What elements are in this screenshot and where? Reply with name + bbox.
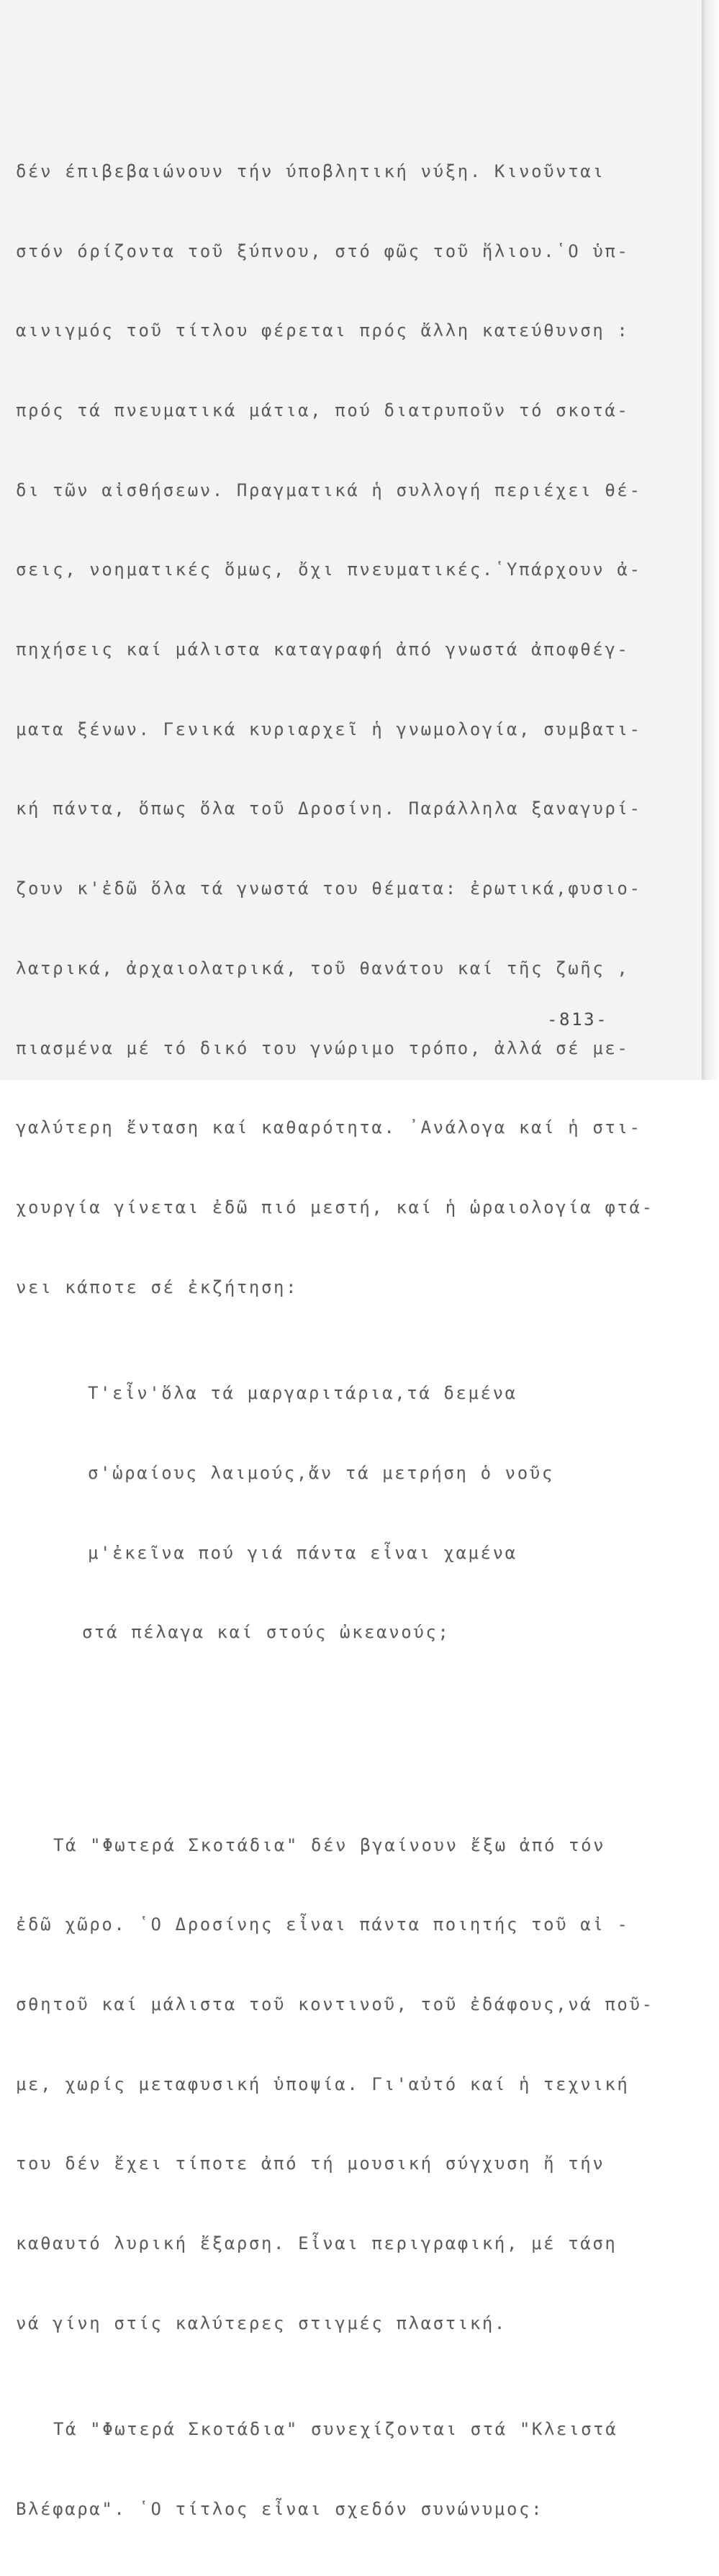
text-line: σεις, νοηματικές ὅμως, ὄχι πνευματικές.῾Υπάρχουν ἀ- — [16, 559, 642, 580]
verse-line: μ'ἐκεῖνα πού γιά πάντα εἶναι χαμένα — [88, 1542, 517, 1563]
text-line: πιασμένα μέ τό δικό του γνώριμο τρόπο, ἀλλά σέ με- — [16, 1037, 630, 1058]
paragraph-gap — [16, 1726, 664, 1752]
text-line: του δέν ἔχει τίποτε ἀπό τή μουσική σύγχυση ἤ τήν — [16, 2153, 605, 2174]
text-line: δέν έπιβεβαιώνουν τήν ύποβλητική νύξη. Κινοῦνται — [16, 161, 605, 181]
text-line: ματα ξένων. Γενικά κυριαρχεῖ ἡ γνωμολογία, συμβατι- — [16, 719, 642, 739]
text-line: νει κάποτε σέ ἐκζήτηση: — [16, 1276, 299, 1297]
body-text — [16, 105, 664, 2576]
verse-line: Τ'εἶν'ὅλα τά μαργαριτάρια,τά δεμένα — [88, 1383, 517, 1404]
text-line: αινιγμός τοῦ τίτλου φέρεται πρός ἄλλη κατεύθυνση : — [16, 320, 630, 341]
text-line: με, χωρίς μεταφυσική ὑποψία. Γι'αὐτό καί ἡ τεχνική — [16, 2073, 630, 2094]
text-line: κή πάντα, ὅπως ὅλα τοῦ Δροσίνη. Παράλληλα ξαναγυρί- — [16, 798, 642, 819]
verse-line: σ'ὡραίους λαιμούς,ἄν τά μετρήση ὁ νοῦς — [88, 1462, 554, 1483]
text-line: ἐδῶ χῶρο. ῾Ο Δροσίνης εἶναι πάντα ποιητής τοῦ αἰ - — [16, 1914, 630, 1935]
text-line: λατρικά, ἀρχαιολατρικά, τοῦ θανάτου καί τῆς ζωῆς , — [16, 958, 630, 978]
text-line: καθαυτό λυρική ἔξαρση. Εἶναι περιγραφική, μέ τάση — [16, 2233, 618, 2254]
page-edge — [702, 0, 719, 1080]
text-line: ζουν κ'ἐδῶ ὅλα τά γνωστά του θέματα: ἐρωτικά,φυσιο- — [16, 878, 642, 899]
text-line: στόν όρίζοντα τοῦ ξύπνου, στό φῶς τοῦ ἥλιου.῾Ο ὑπ- — [16, 240, 630, 261]
page-number: -813- — [547, 1009, 609, 1030]
text-line: Τά "Φωτερά Σκοτάδια" δέν βγαίνουν ἔξω ἀπό τόν — [53, 1834, 606, 1855]
text-line: Βλέφαρα". ῾Ο τίτλος εἶναι σχεδόν συνώνυμος: — [16, 2499, 544, 2520]
text-line: δι τῶν αἰσθήσεων. Πραγματικά ἡ συλλογή περιέχει θέ- — [16, 479, 642, 500]
text-line: πηχήσεις καί μάλιστα καταγραφή ἀπό γνωστά ἀποφθέγ- — [16, 639, 630, 660]
text-line: πρός τά πνευματικά μάτια, πού διατρυποῦν τό σκοτά- — [16, 400, 630, 420]
text-line: χουργία γίνεται ἐδῶ πιό μεστή, καί ἡ ὡραιολογία φτά- — [16, 1197, 654, 1217]
text-line: σθητοῦ καί μάλιστα τοῦ κοντινοῦ, τοῦ ἐδάφους,νά ποῦ- — [16, 1994, 654, 2014]
text-line: γαλύτερη ἔνταση καί καθαρότητα. ᾿Ανάλογα καί ἡ στι- — [16, 1117, 642, 1138]
text-line: Τά "Φωτερά Σκοτάδια" συνεχίζονται στά "Κλειστά — [53, 2419, 618, 2440]
verse-line: στά πέλαγα καί στούς ὠκεανούς; — [82, 1622, 451, 1643]
text-line: νά γίνη στίς καλύτερες στιγμές πλαστική. — [16, 2312, 507, 2333]
